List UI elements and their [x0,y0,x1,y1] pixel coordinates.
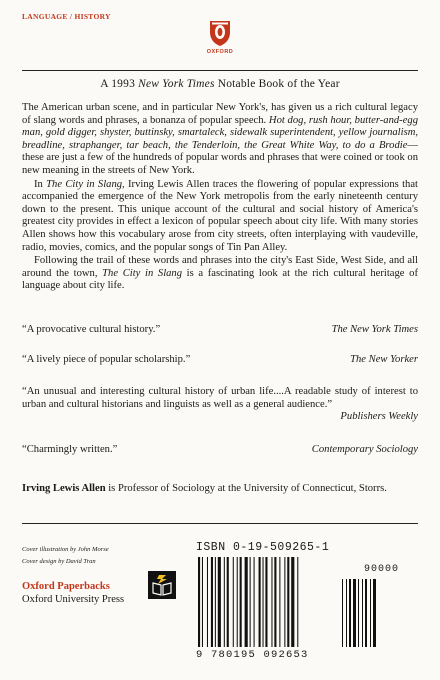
review-quote [22,354,418,367]
review-quote [22,386,418,424]
quote-text: “A lively piece of popular scholarship.” [22,354,191,365]
blurb-p3-text-end: is a fascinating look at the rich cultural heritage of language about city life. [22,267,418,292]
blurb-p2-title: The City in Slang [46,178,123,190]
blurb-paragraph-1 [22,102,418,178]
blurb-paragraph-3 [22,255,418,293]
barcode-number: 9 780195 092653 [196,649,309,661]
review-quote [22,444,418,457]
blurb-p1-slang-list: Hot dog, rush hour, butter-and-egg man, gold digger, shyster, buttinsky, smartaleck, sidewalk superintendent, yellow journalism, breadline, straphanger, tar beach, the Tenderloin, the Great White Way, to do a Brodie [22,114,418,151]
blurb-p1-text: The American urban scene, and in particular New York's, has given us a rich cultural legacy of slang words and phrases, a bonanza of popular speech. [22,102,418,126]
quote-text: “Charmingly written.” [22,444,118,455]
quote-source: Contemporary Sociology [311,444,418,455]
cover-credits [22,544,109,568]
author-name: Irving Lewis Allen [22,483,106,494]
review-quote [22,324,418,337]
category-label: LANGUAGE / HISTORY [22,12,111,21]
quote-source: The New Yorker [350,354,418,365]
oxford-paperbacks-book-icon [148,571,176,599]
top-divider [22,70,418,71]
barcode-addon: 90000 [364,564,400,575]
imprint-series: Oxford Paperbacks [22,581,110,592]
quote-source: Publishers Weekly [340,411,418,423]
author-bio-text: is Professor of Sociology at the University of Connecticut, Storrs. [105,483,387,494]
isbn-label: ISBN 0-19-509265-1 [196,541,330,554]
logo-text: OXFORD [206,49,234,55]
quote-text: “An unusual and interesting cultural history of urban life....A readable study of interest to urban and cultural historians and linguists as well as a general audience.” [22,386,418,410]
barcode [196,557,376,647]
design-credit: Cover design by David Tran [22,558,96,565]
author-bio [22,482,418,495]
bottom-divider [22,523,418,524]
blurb-p2-text-end: , Irving Lewis Allen traces the flowering of popular expressions that accompanied the emergence of the New York metropolis from the early nineteenth century down to the present. This unique account of the cultural and social history of America's greatest city provides in effect a lexicon of popular speech about city life. With many stories Allen shows how this vocabulary arose from city streets, often interplaying with vaudeville, radio, movies, comics, and the popular songs of Tin Pan Alley. [22,178,418,253]
blurb-paragraph-2 [22,179,418,255]
imprint-press: Oxford University Press [22,593,125,605]
blurb-p2-text: In [34,178,47,190]
notable-book-line [0,78,440,90]
quote-source: The New York Times [331,324,418,335]
blurb-p3-text: Following the trail of these words and phrases into the city's East Side, West Side, and all around the town, [22,255,418,279]
oxford-crest-icon [207,18,233,48]
blurb-p1-text-end: —these are just a few of the hundreds of popular words and phrases that were coined or took on new meaning in the streets of New York. [22,139,418,176]
publisher-imprint [22,581,124,606]
notable-prefix: A 1993 [100,78,139,90]
blurb [22,102,418,293]
notable-suffix: Notable Book of the Year [214,78,340,90]
illustration-credit: Cover illustration by John Morse [22,546,109,553]
blurb-p3-title: The City in Slang [102,267,183,279]
oxford-logo [197,18,243,55]
quote-text: “A provocative cultural history.” [22,324,161,335]
notable-italic: New York Times [138,78,215,90]
